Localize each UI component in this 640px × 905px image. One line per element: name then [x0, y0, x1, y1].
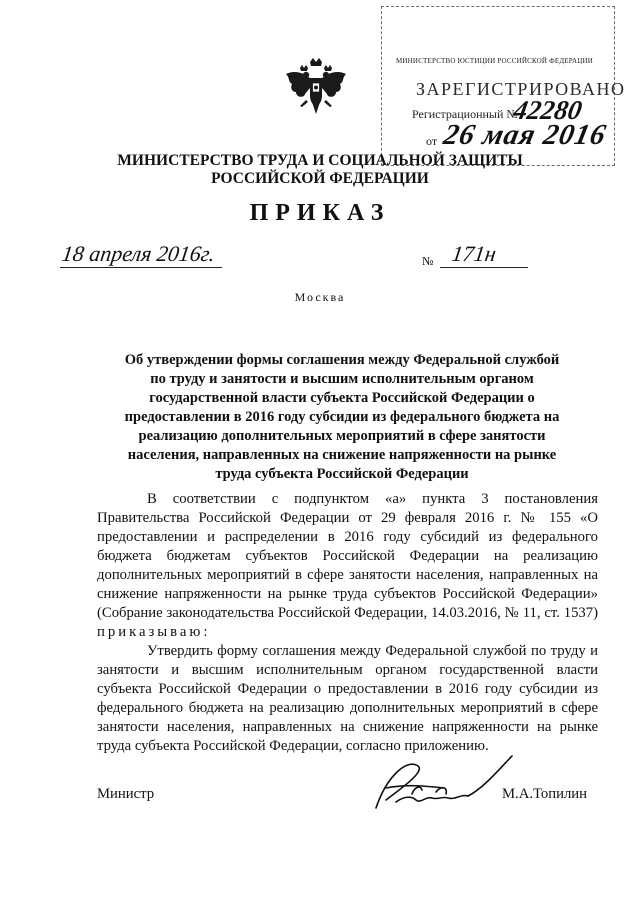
paragraph-1-text: В соответствии с подпунктом «а» пункта 3 постановления Правительства Российской Федерации от 29 февраля 2016 г. № 155 «О предоставлении и распределении в 2016 году субсидий из федерального бюджета бюджетам субъектов Российской Федерации на реализацию дополнительных мероприятий в сфере занятости населения, направленных на снижение напряженности на рынке труда субъектов Российской Федерации» (Собрание законодательства Российской Федерации, 14.03.2016, № 11, ст. 1537) [97, 491, 598, 621]
stamp-registered-label: ЗАРЕГИСТРИРОВАНО [416, 79, 626, 99]
city: Москва [294, 290, 346, 304]
signatory-name: М.А.Топилин [502, 786, 587, 802]
ministry-line-1: МИНИСТЕРСТВО ТРУДА И СОЦИАЛЬНОЙ ЗАЩИТЫ [117, 152, 523, 169]
signatory-title: Министр [97, 786, 155, 802]
ministry-line-2: РОССИЙСКОЙ ФЕДЕРАЦИИ [211, 170, 429, 187]
body-paragraph-1 [97, 490, 598, 642]
body-paragraph-2: Утвердить форму соглашения между Федеральной службой по труду и занятости и высшим исполнительным органом государственной власти субъекта Российской Федерации о предоставлении в 2016 году субсидии из федерального бюджета на реализацию дополнительных мероприятий в сфере занятости населения, направленных на снижение напряженности на рынке труда субъекта Российской Федерации, согласно приложению. [97, 643, 598, 754]
order-number: 171н [450, 241, 498, 266]
order-word: приказываю: [97, 624, 211, 640]
stamp-date: 26 мая 2016 [440, 119, 610, 151]
document-title: Об утверждении формы соглашения между Федеральной службой по труду и занятости и высшим исполнительным органом государственной власти субъекта Российской Федерации о предоставлении в 2016 году субсидии из федерального бюджета на реализацию дополнительных мероприятий в сфере занятости населения, направленных на снижение напряженности на рынке труда субъекта Российской Федерации [124, 352, 560, 482]
stamp-from-label: от [426, 134, 438, 148]
ministry-name [110, 152, 530, 188]
order-number-label: № [422, 254, 434, 268]
number-underline [440, 267, 528, 268]
order-date: 18 апреля 2016г. [60, 241, 217, 266]
document-type: ПРИКАЗ [249, 200, 391, 226]
stamp-ministry-of-justice: МИНИСТЕРСТВО ЮСТИЦИИ РОССИЙСКОЙ ФЕДЕРАЦИИ [396, 57, 593, 65]
document-body [97, 490, 598, 756]
date-underline [60, 267, 222, 268]
stamp-reg-number-label: Регистрационный № [412, 107, 518, 121]
signature-image [356, 748, 524, 820]
registration-stamp [381, 6, 626, 166]
stamp-reg-number: 42280 [511, 95, 585, 125]
coat-of-arms-icon [282, 56, 350, 118]
